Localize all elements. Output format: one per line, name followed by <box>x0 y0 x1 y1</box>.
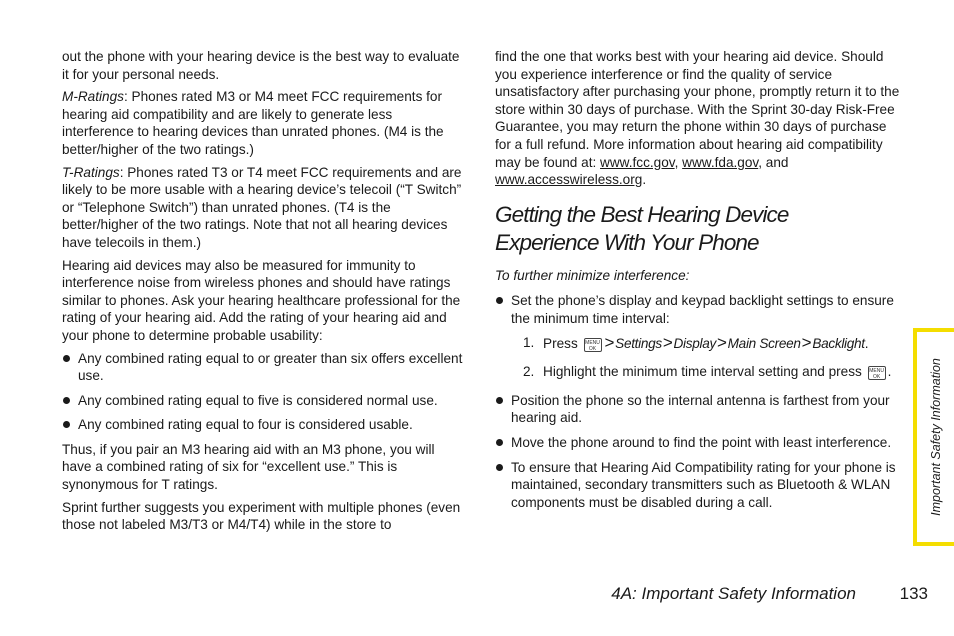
left-column <box>62 48 466 539</box>
menu-path-item: Main Screen <box>727 335 801 351</box>
bullet-icon <box>496 439 503 446</box>
menu-ok-key-icon <box>584 338 602 352</box>
page-number: 133 <box>899 584 928 603</box>
arrow-icon: > <box>801 332 812 352</box>
fda-link[interactable]: www.fda.gov <box>682 154 759 170</box>
paragraph: Hearing aid devices may also be measured for immunity to interference noise from wireless phones and should have ratings similar to phones. Ask your hearing healthcare professional for the rating of your hearing aid. Add the rating of your hearing aid and your phone to determine probable usability: <box>62 257 461 343</box>
period: . <box>864 335 869 351</box>
m-ratings-text: : Phones rated M3 or M4 meet FCC requirements for hearing aid compatibility and are likely to generate less interference to hearing devices than unrated phones. (M4 is the better/higher of the two ratings.) <box>62 89 444 157</box>
separator: , <box>674 154 683 170</box>
list-item-text: Position the phone so the internal antenna is farthest from your hearing aid. <box>511 392 890 426</box>
key-label: OK <box>873 374 881 381</box>
t-ratings-term: T-Ratings <box>62 164 120 180</box>
key-label: OK <box>588 345 597 352</box>
steps-list <box>511 334 905 381</box>
paragraph: out the phone with your hearing device is the best way to evaluate it for your personal needs. <box>62 49 460 82</box>
m-ratings-term: M-Ratings <box>62 89 124 105</box>
paragraph <box>495 48 905 189</box>
step-text: Highlight the minimum time interval setting and press <box>543 364 862 380</box>
menu-path <box>604 332 865 352</box>
t-ratings-paragraph <box>62 164 466 252</box>
list-item <box>62 392 466 410</box>
bullet-icon <box>496 397 503 404</box>
bullet-icon <box>63 421 70 428</box>
bullet-icon <box>63 355 70 362</box>
key-label: MENU <box>869 368 884 375</box>
step-item <box>511 334 905 353</box>
list-item <box>62 416 466 434</box>
accesswireless-link[interactable]: www.accesswireless.org <box>495 172 643 188</box>
list-item-text: Any combined rating equal to five is considered normal use. <box>78 392 438 408</box>
period: . <box>642 172 647 188</box>
section-side-tab <box>913 328 954 546</box>
section-heading <box>495 201 905 257</box>
bullet-icon <box>496 464 503 471</box>
arrow-icon: > <box>604 332 615 352</box>
rating-list <box>62 350 466 434</box>
menu-ok-key-icon <box>868 366 886 380</box>
list-item <box>495 459 905 512</box>
bullet-icon <box>496 297 503 304</box>
list-item <box>495 392 905 427</box>
t-ratings-text: : Phones rated T3 or T4 meet FCC requirements and are likely to be more usable with a hearing device’s telecoil (“T Switch” or “Telephone Switch”) than unrated phones. (T4 is the better/higher of the two ratings. Note that not all hearing devices have telecoils in them.) <box>62 164 462 250</box>
list-item-text: To ensure that Hearing Aid Compatibility rating for your phone is maintained, secondary transmitters such as Bluetooth & WLAN components must be disabled during a call. <box>511 459 896 510</box>
step-number: 2. <box>523 364 535 380</box>
tips-list <box>495 292 905 511</box>
menu-path-item: Backlight <box>812 335 865 351</box>
side-tab-label: Important Safety Information <box>929 358 943 516</box>
list-item-text: Any combined rating equal to four is considered usable. <box>78 417 413 433</box>
heading-line: Getting the Best Hearing Device <box>495 201 789 227</box>
menu-path-item: Settings <box>615 335 662 351</box>
bullet-icon <box>63 397 70 404</box>
list-item-text: Set the phone’s display and keypad backlight settings to ensure the minimum time interval: <box>511 293 894 326</box>
step-item <box>511 363 905 381</box>
list-item <box>495 434 905 452</box>
menu-path-item: Display <box>673 335 717 351</box>
arrow-icon: > <box>662 332 673 352</box>
step-number: 1. <box>523 334 535 350</box>
list-item-text: Any combined rating equal to or greater than six offers excellent use. <box>78 350 463 384</box>
m-ratings-paragraph <box>62 88 466 158</box>
list-item <box>495 292 905 380</box>
list-item-text: Move the phone around to find the point with least interference. <box>511 434 892 450</box>
period: . <box>887 364 892 380</box>
step-text: Press <box>543 335 578 351</box>
paragraph: Sprint further suggests you experiment with multiple phones (even those not labeled M3/T3 or M4/T4) while in the store to <box>62 499 461 533</box>
right-column <box>495 48 905 518</box>
fcc-link[interactable]: www.fcc.gov <box>600 154 675 170</box>
footer-section-title: 4A: Important Safety Information <box>611 584 856 603</box>
arrow-icon: > <box>717 332 727 352</box>
paragraph-text: find the one that works best with your hearing aid device. Should you experience interference or find the quality of service unsatisfactory after purchasing your phone, promptly return it to the store within 30 days of purchase. With the Sprint 30-day Risk-Free Guarantee, you may return the phone within 30 days of purchase for a full refund. More information about hearing aid compatibility may be found at: <box>495 49 900 170</box>
key-label: MENU <box>585 339 600 346</box>
separator: , and <box>758 154 789 170</box>
list-item <box>62 350 466 385</box>
heading-line: Experience With Your Phone <box>495 229 759 255</box>
page-footer <box>560 584 928 608</box>
paragraph: Thus, if you pair an M3 hearing aid with an M3 phone, you will have a combined rating of six for “excellent use.” This is synonymous for T ratings. <box>62 441 435 493</box>
intro-text: To further minimize interference: <box>495 267 690 283</box>
